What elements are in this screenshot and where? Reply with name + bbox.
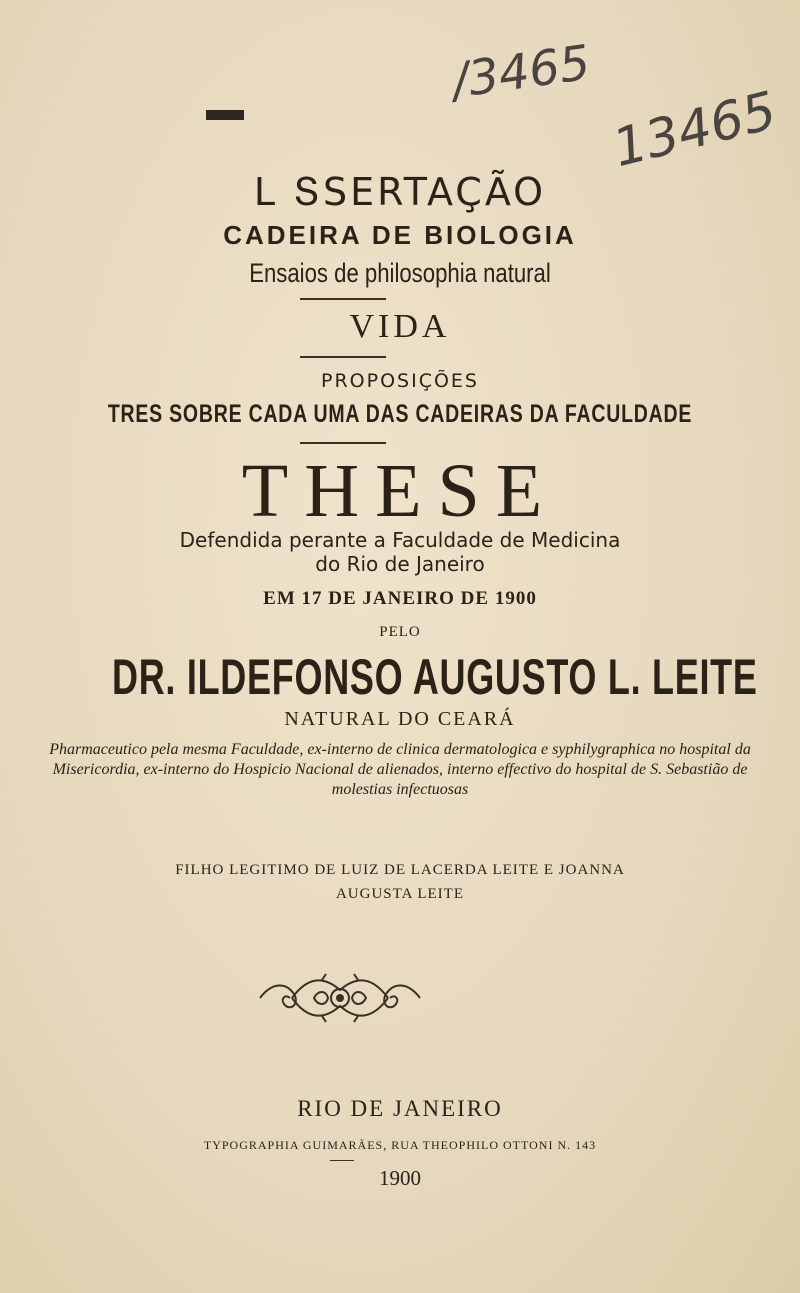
these-title: THESE [241,449,559,533]
divider [300,298,386,300]
handwritten-number: /3465 [448,34,594,110]
author-name: DR. ILDEFONSO AUGUSTO L. LEITE [112,649,758,705]
ensaios-subtitle: Ensaios de philosophia natural [249,258,551,288]
proposicoes-heading: PROPOSIÇÕES [321,370,479,392]
defense-date: EM 17 DE JANEIRO DE 1900 [263,588,537,609]
parents-line: AUGUSTA LEITE [335,886,465,902]
cadeira-heading: CADEIRA DE BIOLOGIA [223,220,577,250]
author-description: Pharmaceutico pela mesma Faculdade, ex-interno de clinica dermatologica e syphilygraphica no hospital da Misericordia, ex-interno do Hospicio Nacional de alienados, interno effectivo do hospital de S. Sebastião de molestias infectuosas [49,741,751,798]
divider [330,1160,354,1161]
handwritten-number: 13465 [607,80,783,180]
parents-line: FILHO LEGITIMO DE LUIZ DE LACERDA LEITE E JOANNA [175,862,625,878]
imprint-printer: TYPOGRAPHIA GUIMARÃES, RUA THEOPHILO OTTONI N. 143 [203,1138,597,1152]
divider [300,356,386,358]
pelo-label: PELO [379,624,421,640]
defendida-line: do Rio de Janeiro [315,552,485,576]
ink-blot [206,110,244,120]
imprint-city: RIO DE JANEIRO [297,1096,503,1121]
vida-title: VIDA [349,308,451,345]
dissertation-heading: L ՏSERTAÇÃO [253,170,547,214]
divider [300,442,386,444]
imprint-year: 1900 [379,1166,421,1190]
author-origin: NATURAL DO CEARÁ [284,708,516,730]
tres-sobre-line: TRES SOBRE CADA UMA DAS CADEIRAS DA FACULDADE [107,400,693,428]
defendida-line: Defendida perante a Faculdade de Medicina [179,528,621,552]
ornament-icon [252,968,428,1028]
